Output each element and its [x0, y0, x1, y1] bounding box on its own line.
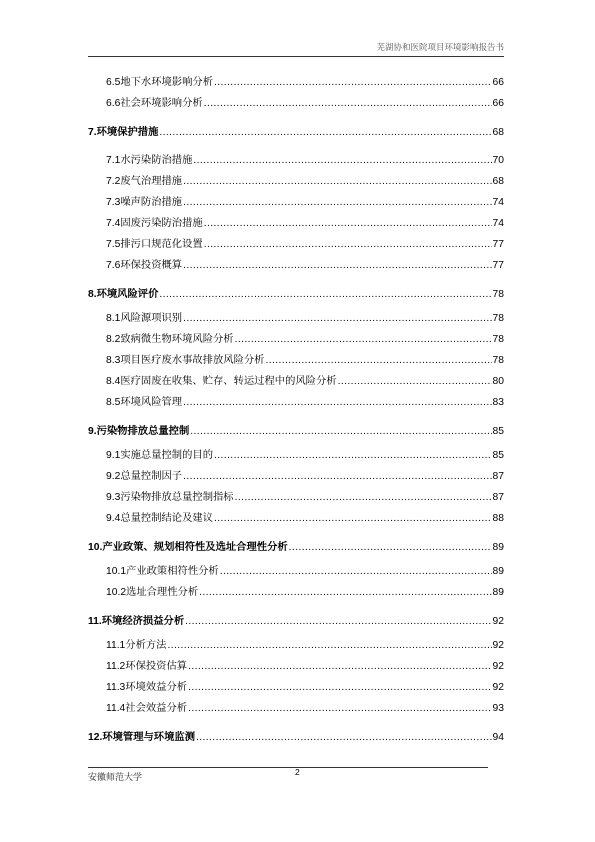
- toc-entry-page: 66: [492, 98, 504, 109]
- dot-leader: [183, 311, 491, 327]
- toc-entry[interactable]: [88, 373, 504, 389]
- dot-leader: [204, 96, 492, 112]
- toc-entry-page: 78: [492, 334, 504, 345]
- toc-entry-title: 项目医疗废水事故排放风险分析: [120, 354, 265, 366]
- toc-entry[interactable]: [88, 286, 504, 302]
- toc-entry-title: 总量控制结论及建议: [120, 512, 213, 524]
- toc-entry-page: 87: [492, 492, 504, 503]
- toc-entry[interactable]: [88, 510, 504, 526]
- dot-leader: [214, 448, 492, 464]
- toc-entry-number: 11.: [88, 616, 102, 627]
- toc-entry-page: 78: [492, 289, 504, 300]
- footer-institution: 安徽师范大学: [88, 773, 143, 783]
- toc-entry-page: 77: [492, 260, 504, 271]
- dot-leader: [193, 153, 491, 169]
- toc-entry-title: 水污染防治措施: [120, 154, 193, 166]
- dot-leader: [289, 540, 492, 556]
- toc-entry-title: 致病微生物环境风险分析: [120, 333, 234, 345]
- toc-entry[interactable]: [88, 658, 504, 674]
- toc-entry-number: 11.3: [106, 682, 126, 693]
- toc-entry-title: 环境效益分析: [125, 681, 188, 693]
- toc-entry-number: 10.1: [106, 566, 127, 577]
- dot-leader: [196, 730, 492, 746]
- toc-entry-title: 社会效益分析: [125, 702, 188, 714]
- toc-entry-page: 94: [492, 732, 504, 743]
- toc-entry[interactable]: [88, 173, 504, 189]
- toc-entry-number: 12.: [88, 732, 103, 743]
- toc-entry-title: 环境经济损益分析: [101, 615, 185, 627]
- toc-entry[interactable]: [88, 74, 504, 90]
- toc-entry-title: 环保投资估算: [125, 660, 188, 672]
- header-title: 芜湖协和医院项目环境影响报告书: [376, 43, 504, 53]
- toc-entry-page: 70: [492, 155, 504, 166]
- dot-leader: [188, 701, 491, 717]
- page-header: [88, 40, 504, 57]
- toc-entry[interactable]: [88, 124, 504, 140]
- toc-entry-page: 74: [492, 197, 504, 208]
- dot-leader: [159, 287, 491, 303]
- toc-entry-page: 92: [492, 640, 504, 651]
- toc-entry-title: 风险源项识别: [120, 312, 183, 324]
- toc-entry-title: 环境风险评价: [96, 288, 159, 300]
- toc-entry-title: 总量控制因子: [120, 470, 183, 482]
- toc-entry-title: 产业政策相符性分析: [126, 565, 219, 577]
- toc-entry[interactable]: [88, 613, 504, 629]
- toc-entry[interactable]: [88, 95, 504, 111]
- toc-entry[interactable]: [88, 394, 504, 410]
- toc-entry-page: 80: [492, 376, 504, 387]
- toc-entry-title: 排污口规范化设置: [120, 238, 203, 250]
- toc-entry-number: 7.5: [106, 239, 121, 250]
- toc-entry-number: 10.: [88, 542, 103, 553]
- toc-entry-page: 66: [492, 77, 504, 88]
- toc-entry-number: 10.2: [106, 587, 127, 598]
- toc-entry-title: 分析方法: [125, 639, 167, 651]
- toc-entry-page: 77: [492, 239, 504, 250]
- dot-leader: [235, 490, 492, 506]
- toc-entry[interactable]: [88, 637, 504, 653]
- toc-entry-number: 8.: [88, 289, 97, 300]
- toc-entry-title: 地下水环境影响分析: [120, 76, 213, 88]
- toc-entry-number: 7.4: [106, 218, 121, 229]
- toc-entry[interactable]: [88, 352, 504, 368]
- toc-entry-title: 医疗固废在收集、贮存、转运过程中的风险分析: [120, 375, 337, 387]
- toc-entry[interactable]: [88, 539, 504, 555]
- toc-entry-page: 68: [492, 127, 504, 138]
- toc-entry[interactable]: [88, 468, 504, 484]
- toc-entry-page: 74: [492, 218, 504, 229]
- toc-entry-number: 11.4: [106, 703, 126, 714]
- toc-entry-number: 11.2: [106, 661, 126, 672]
- toc-entry[interactable]: [88, 563, 504, 579]
- toc-entry[interactable]: [88, 236, 504, 252]
- toc-entry-page: 93: [492, 703, 504, 714]
- toc-entry-page: 92: [492, 616, 504, 627]
- toc-entry[interactable]: [88, 584, 504, 600]
- toc-entry-page: 85: [492, 426, 504, 437]
- dot-leader: [199, 585, 491, 601]
- toc-entry-number: 9.2: [106, 471, 121, 482]
- toc-entry-page: 92: [492, 682, 504, 693]
- toc-entry-page: 83: [492, 397, 504, 408]
- dot-leader: [190, 424, 491, 440]
- dot-leader: [183, 395, 491, 411]
- toc-entry-page: 89: [492, 566, 504, 577]
- toc-entry-number: 9.3: [106, 492, 121, 503]
- dot-leader: [188, 680, 491, 696]
- dot-leader: [185, 614, 491, 630]
- toc-entry-number: 7.3: [106, 197, 121, 208]
- toc-entry-title: 污染物排放总量控制指标: [120, 491, 234, 503]
- dot-leader: [188, 659, 491, 675]
- toc-entry[interactable]: [88, 310, 504, 326]
- toc-entry-page: 88: [492, 513, 504, 524]
- toc-entry-number: 8.2: [106, 334, 121, 345]
- dot-leader: [265, 353, 491, 369]
- toc-entry[interactable]: [88, 489, 504, 505]
- toc-entry-page: 87: [492, 471, 504, 482]
- toc-entry-title: 环境管理与环境监测: [102, 731, 195, 743]
- toc-entry-number: 9.4: [106, 513, 121, 524]
- footer-divider: [88, 767, 488, 768]
- toc-entry-page: 78: [492, 355, 504, 366]
- toc-entry[interactable]: [88, 423, 504, 439]
- dot-leader: [183, 258, 491, 274]
- dot-leader: [167, 638, 491, 654]
- toc-entry[interactable]: [88, 257, 504, 273]
- toc-entry-page: 85: [492, 450, 504, 461]
- footer-page-number: 2: [295, 767, 300, 777]
- toc-entry-number: 6.5: [106, 77, 121, 88]
- toc-entry-number: 8.3: [106, 355, 121, 366]
- dot-leader: [183, 469, 491, 485]
- toc-entry[interactable]: [88, 700, 504, 716]
- toc-entry[interactable]: [88, 729, 504, 745]
- toc-entry-number: 8.4: [106, 376, 121, 387]
- toc-entry-page: 89: [492, 542, 504, 553]
- dot-leader: [214, 511, 492, 527]
- toc-entry-number: 9.: [88, 426, 97, 437]
- toc-entry-title: 实施总量控制的目的: [120, 449, 213, 461]
- toc-entry-number: 7.6: [106, 260, 121, 271]
- toc-entry[interactable]: [88, 447, 504, 463]
- dot-leader: [204, 237, 492, 253]
- toc-entry[interactable]: [88, 679, 504, 695]
- toc-entry-title: 环境保护措施: [96, 126, 159, 138]
- toc-entry[interactable]: [88, 194, 504, 210]
- toc-entry-number: 9.1: [106, 450, 121, 461]
- toc-entry-number: 11.1: [106, 640, 126, 651]
- dot-leader: [159, 125, 491, 141]
- toc-entry-title: 环保投资概算: [120, 259, 183, 271]
- toc-entry[interactable]: [88, 215, 504, 231]
- toc-entry[interactable]: [88, 152, 504, 168]
- dot-leader: [220, 564, 492, 580]
- toc-entry-page: 89: [492, 587, 504, 598]
- toc-entry-title: 选址合理性分析: [126, 586, 199, 598]
- toc-entry-title: 产业政策、规划相符性及选址合理性分析: [102, 541, 288, 553]
- toc-entry-number: 6.6: [106, 98, 121, 109]
- dot-leader: [235, 332, 492, 348]
- toc-entry-title: 环境风险管理: [120, 396, 183, 408]
- toc-entry-page: 92: [492, 661, 504, 672]
- toc-entry-number: 7.1: [106, 155, 121, 166]
- toc-entry-number: 8.5: [106, 397, 121, 408]
- dot-leader: [338, 374, 492, 390]
- toc-entry[interactable]: [88, 331, 504, 347]
- dot-leader: [204, 216, 492, 232]
- toc-entry-number: 8.1: [106, 313, 121, 324]
- toc-entry-number: 7.2: [106, 176, 121, 187]
- toc-entry-title: 污染物排放总量控制: [96, 425, 190, 437]
- toc-entry-title: 社会环境影响分析: [120, 97, 203, 109]
- toc-entry-title: 噪声防治措施: [120, 196, 183, 208]
- dot-leader: [214, 75, 492, 91]
- toc-entry-title: 固废污染防治措施: [120, 217, 203, 229]
- dot-leader: [183, 195, 491, 211]
- toc-entry-page: 78: [492, 313, 504, 324]
- toc-entry-page: 68: [492, 176, 504, 187]
- dot-leader: [183, 174, 491, 190]
- toc-entry-number: 7.: [88, 127, 97, 138]
- toc-entry-title: 废气治理措施: [120, 175, 183, 187]
